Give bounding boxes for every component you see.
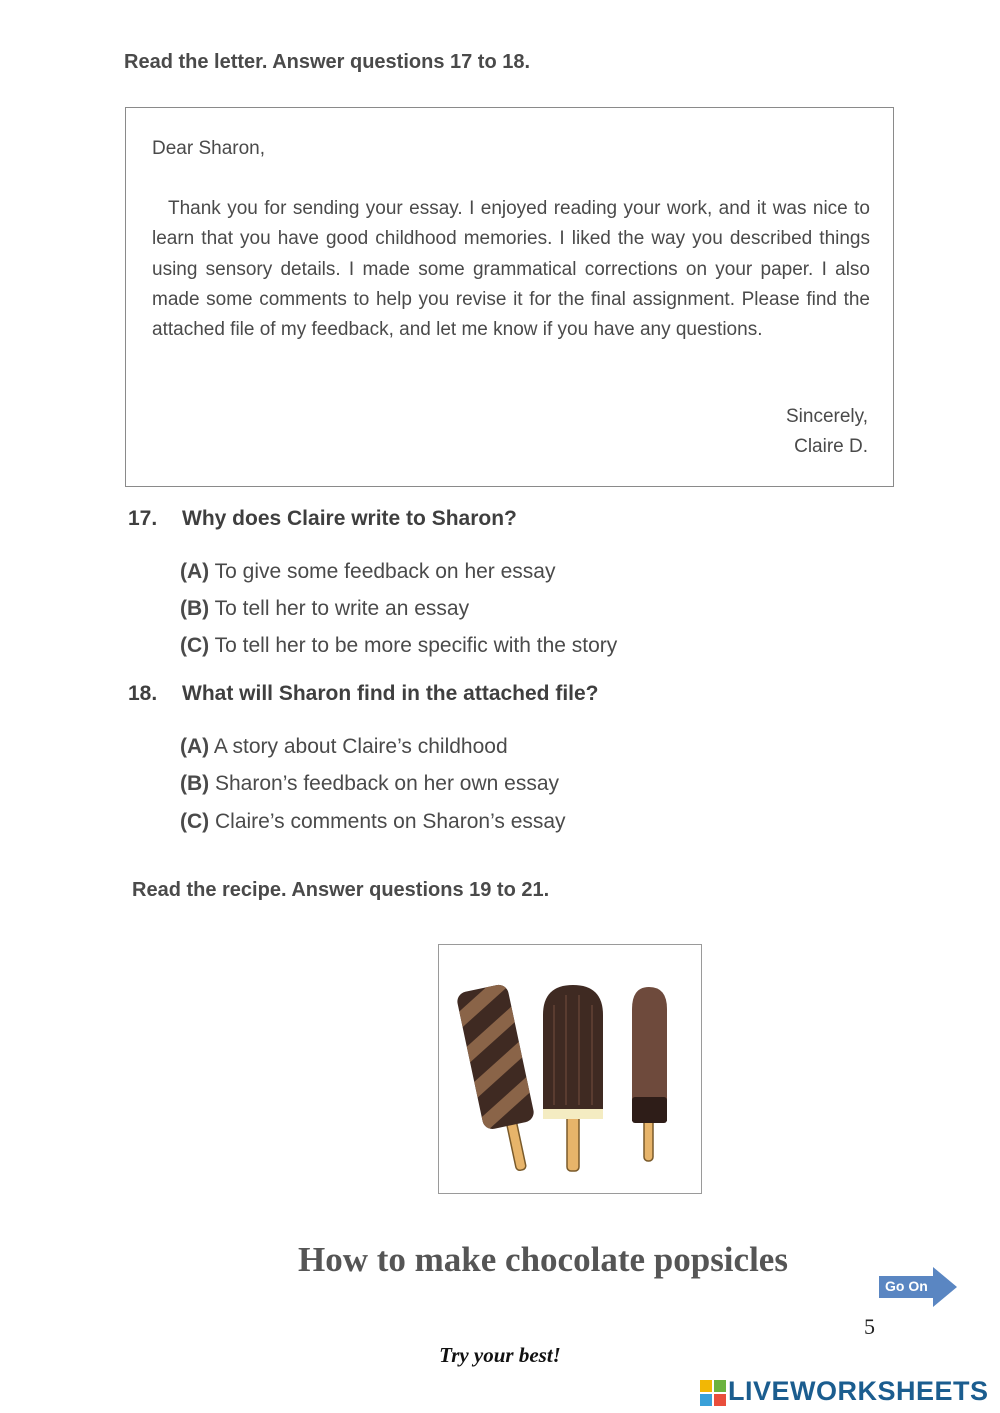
letter-closing: Sincerely, <box>785 406 868 427</box>
q18-option-b[interactable] <box>180 772 559 796</box>
q17-option-c[interactable] <box>180 634 617 658</box>
q17-option-a[interactable] <box>180 560 556 584</box>
recipe-title: How to make chocolate popsicles <box>298 1240 788 1279</box>
option-letter: (B) <box>180 772 210 795</box>
question-text: Why does Claire write to Sharon? <box>182 507 517 530</box>
q17-option-b[interactable] <box>180 597 469 621</box>
question-18 <box>128 682 599 706</box>
liveworksheets-logo-icon <box>700 1380 726 1406</box>
go-on-label: Go On <box>885 1278 928 1294</box>
question-text: What will Sharon find in the attached file? <box>182 682 599 705</box>
q18-option-c[interactable] <box>180 810 566 834</box>
footer-text: Try your best! <box>439 1343 561 1367</box>
brand-logo <box>700 1376 989 1407</box>
recipe-instruction: Read the recipe. Answer questions 19 to 21. <box>132 879 550 901</box>
option-letter: (A) <box>180 735 210 758</box>
q18-option-a[interactable] <box>180 735 508 759</box>
option-text: To tell her to write an essay <box>214 597 470 620</box>
letter-signature: Claire D. <box>794 436 868 457</box>
option-text: Claire’s comments on Sharon’s essay <box>215 810 566 833</box>
option-letter: (B) <box>180 597 210 620</box>
option-text: To give some feedback on her essay <box>214 560 556 583</box>
go-on-button[interactable] <box>879 1267 959 1307</box>
option-letter: (A) <box>180 560 210 583</box>
popsicles-image <box>438 944 702 1194</box>
option-letter: (C) <box>180 634 210 657</box>
option-text: Sharon’s feedback on her own essay <box>215 772 559 795</box>
letter-body: Thank you for sending your essay. I enjoyed reading your work, and it was nice to learn that you have good childhood memories. I liked the way you described things using sensory details. I made some grammatical corrections on your paper. I also made some comments to help you revise it for the final assignment. Please find the attached file of my feedback, and let me know if you have any questions. <box>152 198 870 341</box>
option-letter: (C) <box>180 810 210 833</box>
option-text: A story about Claire’s childhood <box>213 735 508 758</box>
page-number: 5 <box>864 1314 875 1339</box>
popsicles-illustration <box>439 945 701 1193</box>
brand-text: LIVEWORKSHEETS <box>728 1376 989 1406</box>
question-number: 17. <box>128 507 158 530</box>
letter-instruction: Read the letter. Answer questions 17 to 18. <box>124 51 531 73</box>
option-text: To tell her to be more specific with the story <box>214 634 618 657</box>
letter-greeting: Dear Sharon, <box>152 138 266 159</box>
question-number: 18. <box>128 682 158 705</box>
question-17 <box>128 507 517 531</box>
